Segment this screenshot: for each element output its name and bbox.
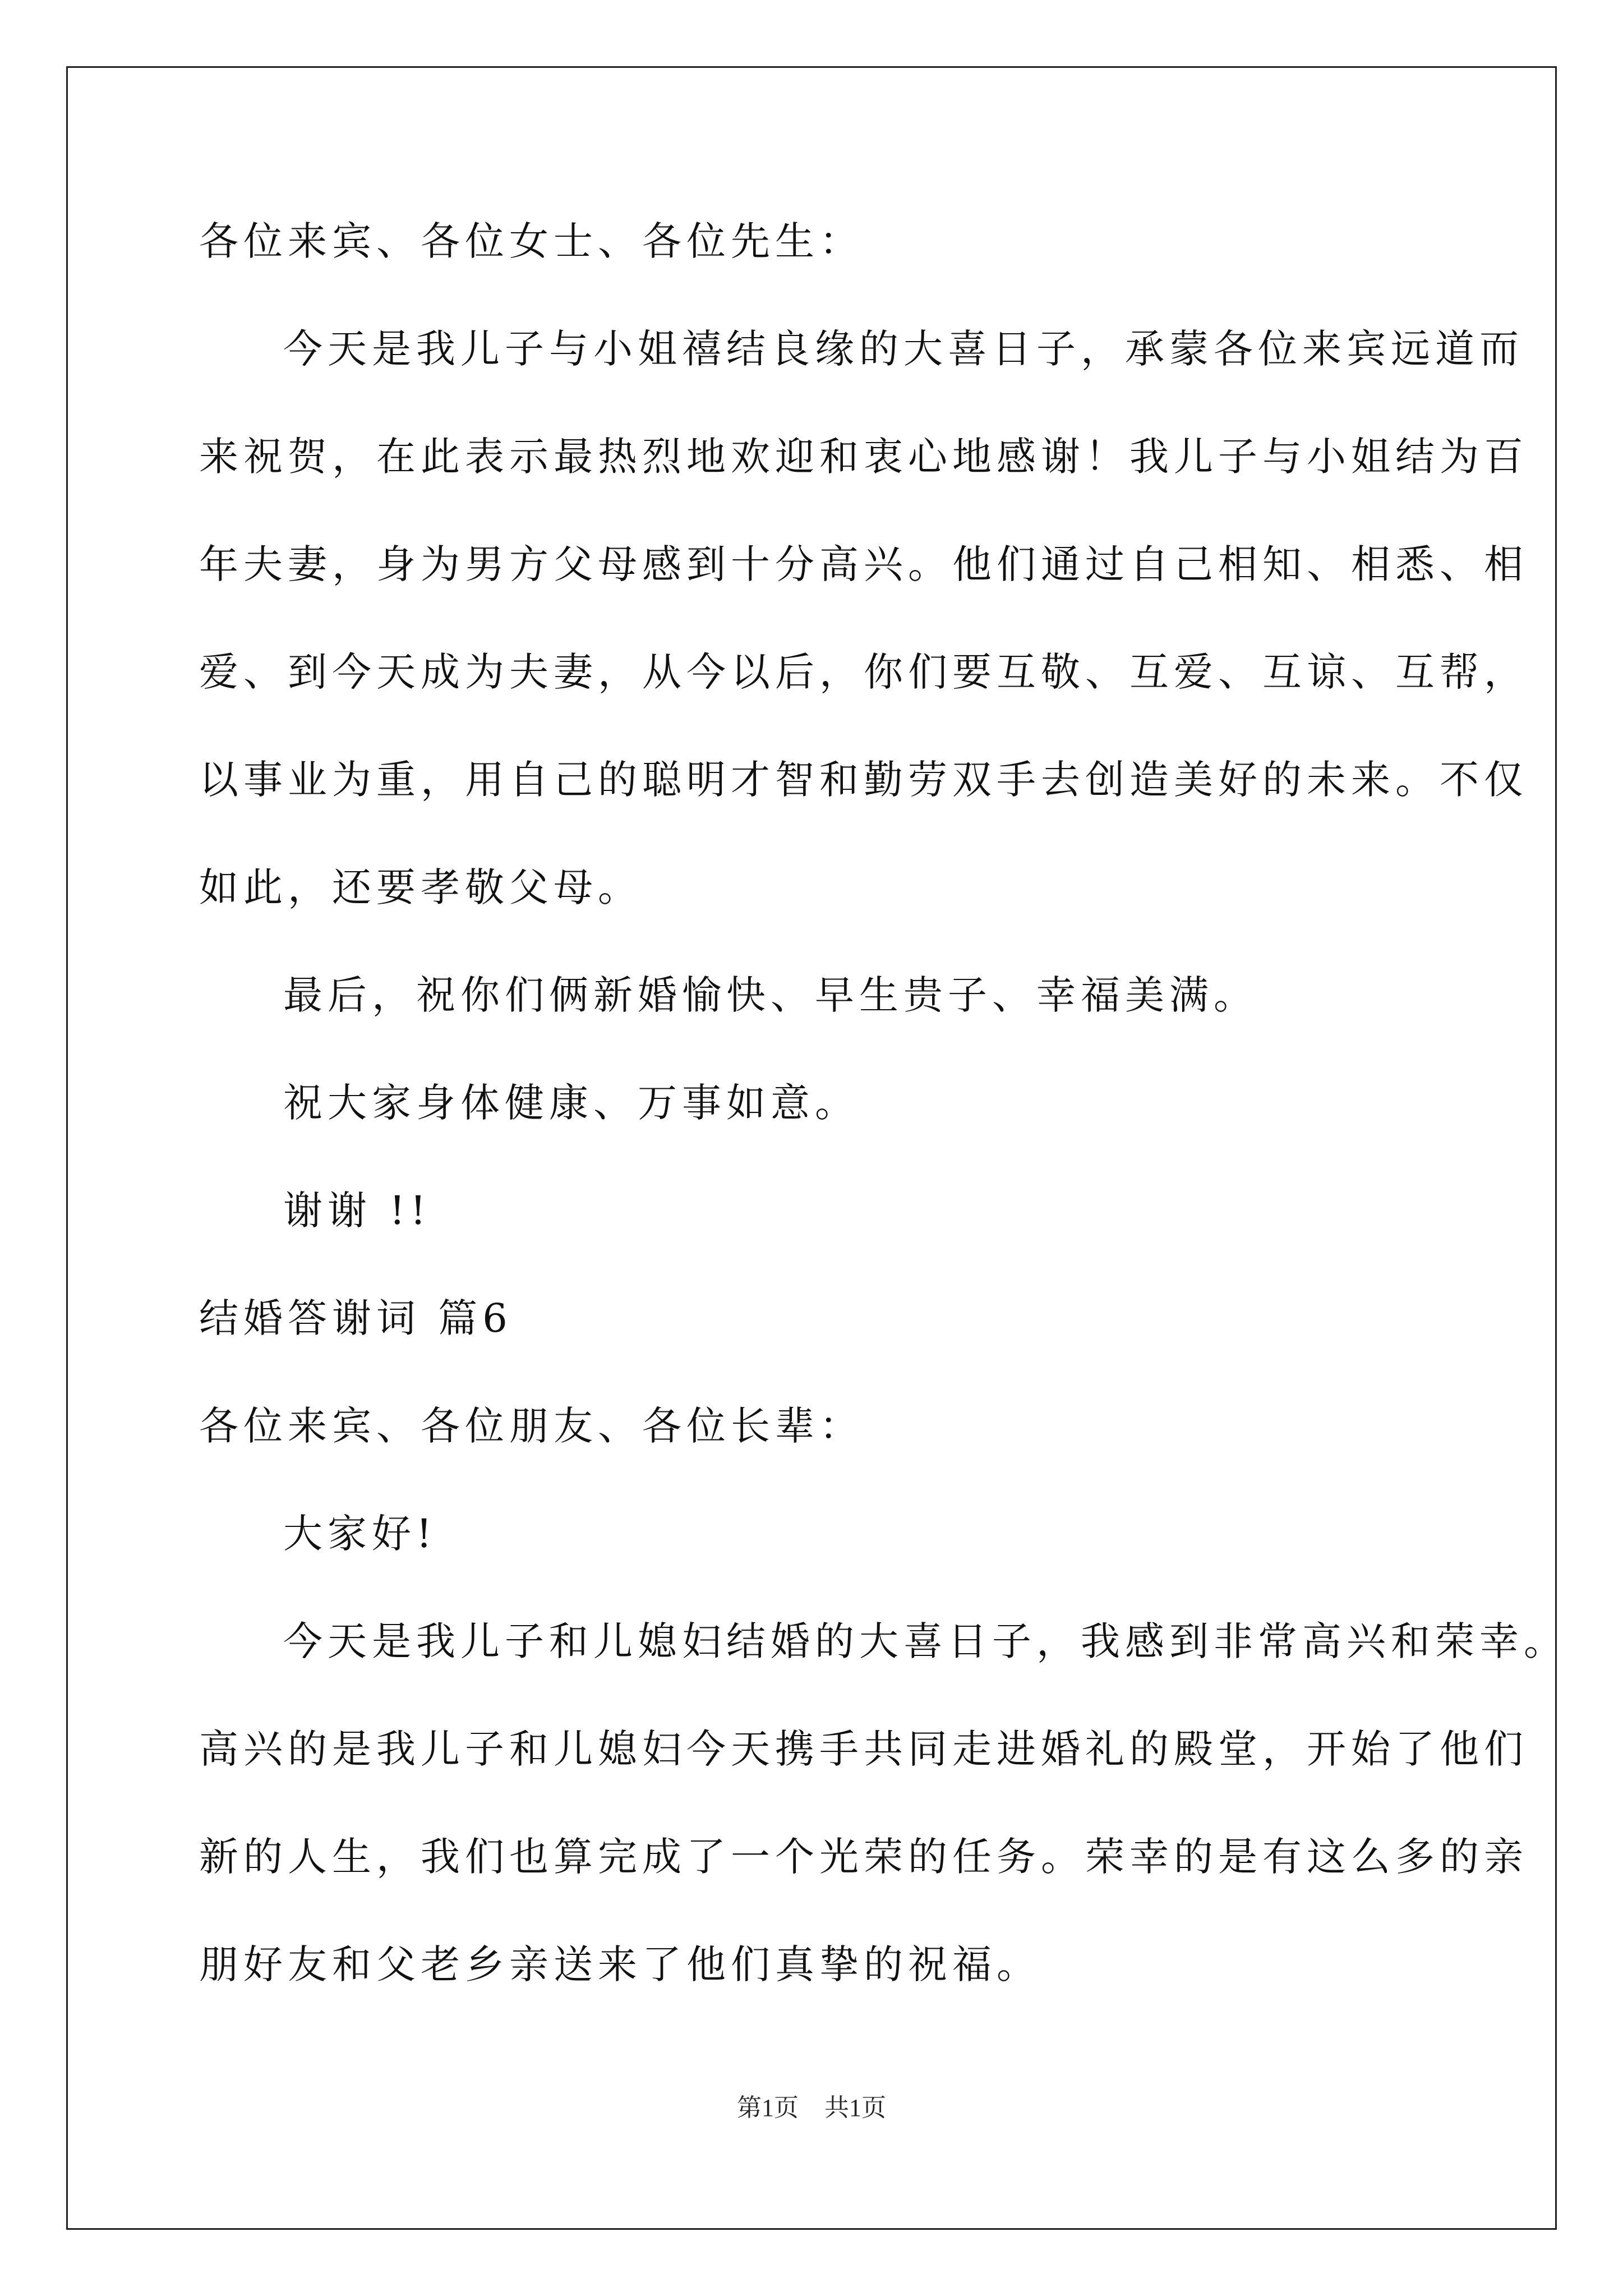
paragraph-line: 来祝贺，在此表示最热烈地欢迎和衷心地感谢！我儿子与小姐结为百 (199, 434, 1528, 480)
paragraph-line: 最后，祝你们俩新婚愉快、早生贵子、幸福美满。 (283, 972, 1258, 1018)
thanks-line: 谢谢 !! (283, 1188, 431, 1234)
page-footer (0, 2087, 1623, 2123)
paragraph-line: 年夫妻，身为男方父母感到十分高兴。他们通过自己相知、相悉、相 (199, 541, 1528, 587)
greeting-line: 大家好! (283, 1511, 437, 1557)
paragraph-line: 今天是我儿子和儿媳妇结婚的大喜日子，我感到非常高兴和荣幸。 (283, 1618, 1568, 1664)
paragraph-line: 以事业为重，用自己的聪明才智和勤劳双手去创造美好的未来。不仅 (199, 757, 1528, 803)
paragraph-line: 祝大家身体健康、万事如意。 (283, 1080, 859, 1126)
paragraph-line: 朋好友和父老乡亲送来了他们真挚的祝福。 (199, 1941, 1041, 1987)
paragraph-line: 如此，还要孝敬父母。 (199, 864, 642, 910)
page-total: 共1页 (824, 2094, 886, 2122)
salutation: 各位来宾、各位朋友、各位长辈： (199, 1403, 864, 1449)
paragraph-line: 爱、到今天成为夫妻，从今以后，你们要互敬、互爱、互谅、互帮， (199, 649, 1528, 695)
page-number: 第1页 (737, 2094, 799, 2122)
paragraph-line: 新的人生，我们也算完成了一个光荣的任务。荣幸的是有这么多的亲 (199, 1834, 1528, 1880)
paragraph-line: 高兴的是我儿子和儿媳妇今天携手共同走进婚礼的殿堂，开始了他们 (199, 1726, 1528, 1772)
salutation: 各位来宾、各位女士、各位先生： (199, 218, 864, 264)
document-body (199, 218, 1568, 2053)
section-heading: 结婚答谢词 篇6 (199, 1295, 513, 1341)
paragraph-line: 今天是我儿子与小姐禧结良缘的大喜日子，承蒙各位来宾远道而 (283, 326, 1524, 372)
